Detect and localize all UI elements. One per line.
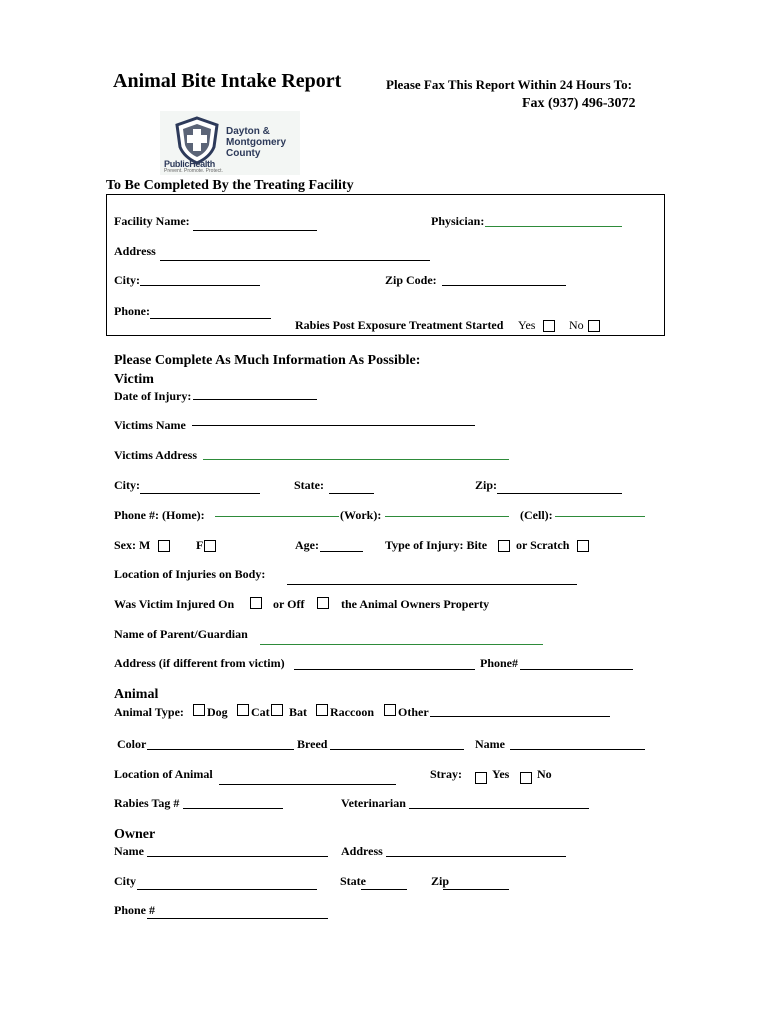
owner-name-label: Name [114, 844, 144, 858]
animal-location-field[interactable] [219, 784, 396, 785]
age-field[interactable] [320, 551, 363, 552]
owner-zip-label: Zip [431, 874, 450, 888]
rabies-treatment-label: Rabies Post Exposure Treatment Started [295, 318, 504, 332]
stray-no-label: No [537, 767, 552, 781]
animal-other-label: Other [398, 705, 429, 719]
owner-address-field[interactable] [386, 856, 566, 857]
owners-property-label: the Animal Owners Property [341, 597, 490, 611]
injury-scratch-checkbox[interactable] [577, 540, 589, 552]
animal-type-label: Animal Type: [114, 705, 184, 719]
alt-phone-field[interactable] [520, 669, 633, 670]
stray-yes-label: Yes [492, 767, 510, 781]
injury-type-label: Type of Injury: Bite [385, 538, 488, 552]
facility-box [106, 194, 665, 336]
sex-female-label: F [196, 538, 204, 552]
alt-address-label: Address (if different from victim) [114, 656, 285, 670]
victim-city-label: City: [114, 478, 140, 492]
facility-address-label: Address [114, 244, 156, 258]
phone-cell-label: (Cell): [520, 508, 553, 522]
stray-no-checkbox[interactable] [520, 772, 532, 784]
animal-color-field[interactable] [147, 749, 294, 750]
injury-location-label: Location of Injuries on Body: [114, 567, 266, 581]
animal-bat-checkbox[interactable] [271, 704, 283, 716]
injury-date-label: Date of Injury: [114, 389, 192, 403]
owner-phone-label: Phone # [114, 903, 156, 917]
stray-label: Stray: [430, 767, 462, 781]
animal-raccoon-checkbox[interactable] [316, 704, 328, 716]
guardian-label: Name of Parent/Guardian [114, 627, 248, 641]
age-label: Age: [295, 538, 319, 552]
fax-instruction: Please Fax This Report Within 24 Hours To: [386, 77, 632, 92]
facility-heading: To Be Completed By the Treating Facility [106, 178, 354, 193]
owner-city-field[interactable] [137, 889, 317, 890]
victim-name-label: Victims Name [114, 418, 186, 432]
animal-cat-checkbox[interactable] [237, 704, 249, 716]
owner-state-label: State [340, 874, 366, 888]
logo-org: PublicHealth [164, 159, 215, 169]
animal-dog-label: Dog [207, 705, 228, 719]
phone-home-label: Phone #: (Home): [114, 508, 205, 522]
victim-city-field[interactable] [140, 493, 260, 494]
victim-instruction: Please Complete As Much Information As Possible: [114, 353, 421, 368]
owner-heading: Owner [114, 827, 156, 842]
victim-zip-label: Zip: [475, 478, 498, 492]
public-health-logo [160, 111, 300, 175]
rabies-yes-checkbox[interactable] [543, 320, 555, 332]
phone-work-label: (Work): [340, 508, 382, 522]
phone-home-field[interactable] [215, 516, 339, 517]
facility-name-field[interactable] [193, 230, 317, 231]
victim-name-field[interactable] [192, 425, 475, 426]
fax-number: Fax (937) 496-3072 [522, 96, 636, 111]
logo-tagline: Prevent. Promote. Protect. [164, 168, 223, 174]
facility-phone-field[interactable] [150, 318, 271, 319]
veterinarian-label: Veterinarian [341, 796, 406, 810]
animal-name-label: Name [475, 737, 505, 751]
phone-cell-field[interactable] [555, 516, 645, 517]
victim-state-label: State: [294, 478, 324, 492]
animal-other-checkbox[interactable] [384, 704, 396, 716]
shield-icon [172, 115, 222, 165]
owner-zip-field[interactable] [443, 889, 509, 890]
animal-cat-label: Cat [251, 705, 270, 719]
logo-line-2: Montgomery [226, 137, 286, 148]
facility-zip-label: Zip Code: [385, 273, 437, 287]
report-title: Animal Bite Intake Report [113, 70, 342, 92]
rabies-no-label: No [569, 318, 584, 332]
facility-phone-label: Phone: [114, 304, 150, 318]
physician-label: Physician: [431, 214, 485, 228]
victim-heading: Victim [114, 372, 154, 387]
facility-city-field[interactable] [140, 285, 260, 286]
facility-city-label: City: [114, 273, 140, 287]
injury-bite-checkbox[interactable] [498, 540, 510, 552]
logo-line-3: County [226, 148, 261, 159]
facility-name-label: Facility Name: [114, 214, 190, 228]
injured-on-checkbox[interactable] [250, 597, 262, 609]
victim-address-field[interactable] [203, 459, 509, 460]
animal-bat-label: Bat [289, 705, 307, 719]
sex-female-checkbox[interactable] [204, 540, 216, 552]
sex-male-checkbox[interactable] [158, 540, 170, 552]
physician-field[interactable] [485, 226, 622, 227]
sex-label: Sex: M [114, 538, 151, 552]
animal-color-label: Color [117, 737, 147, 751]
injured-on-label: Was Victim Injured On [114, 597, 235, 611]
animal-location-label: Location of Animal [114, 767, 213, 781]
animal-name-field[interactable] [510, 749, 645, 750]
victim-state-field[interactable] [329, 493, 374, 494]
facility-zip-field[interactable] [442, 285, 566, 286]
injured-off-label: or Off [273, 597, 305, 611]
rabies-yes-label: Yes [518, 318, 536, 332]
alt-address-field[interactable] [294, 669, 475, 670]
injured-off-checkbox[interactable] [317, 597, 329, 609]
owner-name-field[interactable] [147, 856, 328, 857]
animal-raccoon-label: Raccoon [330, 705, 374, 719]
logo-line-1: Dayton & [226, 126, 270, 137]
owner-address-label: Address [341, 844, 383, 858]
animal-heading: Animal [114, 687, 159, 702]
phone-work-field[interactable] [385, 516, 509, 517]
stray-yes-checkbox[interactable] [475, 772, 487, 784]
veterinarian-field[interactable] [409, 808, 589, 809]
owner-city-label: City [114, 874, 136, 888]
victim-zip-field[interactable] [497, 493, 622, 494]
victim-address-label: Victims Address [114, 448, 198, 462]
alt-phone-label: Phone# [480, 656, 519, 670]
owner-phone-field[interactable] [147, 918, 328, 919]
animal-other-field[interactable] [430, 716, 610, 717]
animal-dog-checkbox[interactable] [193, 704, 205, 716]
injury-location-field[interactable] [287, 584, 577, 585]
facility-address-field[interactable] [160, 260, 430, 261]
rabies-no-checkbox[interactable] [588, 320, 600, 332]
animal-breed-field[interactable] [330, 749, 464, 750]
owner-state-field[interactable] [361, 889, 407, 890]
guardian-field[interactable] [260, 644, 543, 645]
rabies-tag-field[interactable] [183, 808, 283, 809]
injury-scratch-label: or Scratch [516, 538, 570, 552]
injury-date-field[interactable] [193, 399, 317, 400]
animal-breed-label: Breed [297, 737, 328, 751]
rabies-tag-label: Rabies Tag # [114, 796, 180, 810]
